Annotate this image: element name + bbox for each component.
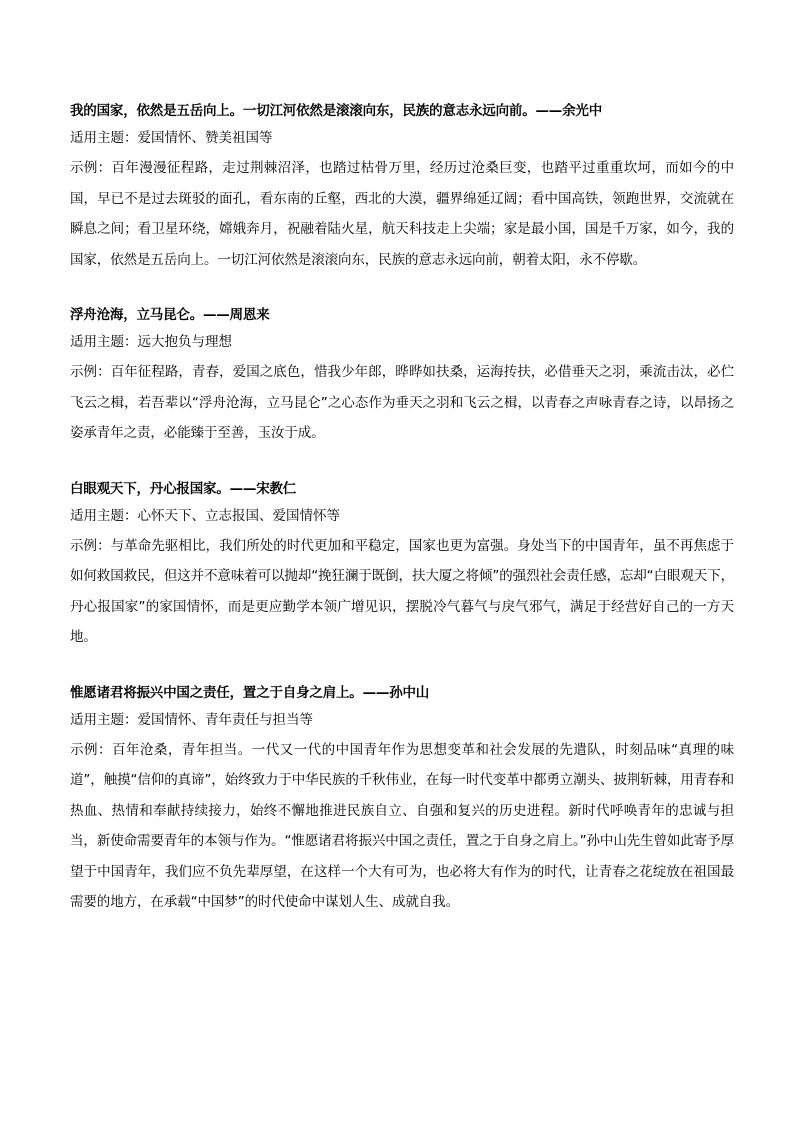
document-page [70, 98, 734, 918]
quote-entry-4 [70, 680, 734, 918]
quote-entry-3 [70, 476, 734, 653]
quote-heading: 我的国家，依然是五岳向上。一切江河依然是滚滚向东，民族的意志永远向前。——余光中 [70, 103, 602, 119]
quote-entry-2 [70, 302, 734, 449]
applicable-theme: 适用主题：爱国情怀、赞美祖国等 [70, 130, 273, 146]
example-paragraph: 示例：百年沧桑，青年担当。一代又一代的中国青年作为思想变革和社会发展的先遣队，时刻品味“真理的味道”，触摸“信仰的真谛”，始终致力于中华民族的千秋伟业，在每一时代变革中都勇立潮头、披荆斩棘，用青春和热血、热情和奉献持续接力，始终不懈地推进民族自立、自强和复兴的历史进程。新时代呼唤青年的忠诚与担当，新使命需要青年的本领与作为。“惟愿诸君将振兴中国之责任，置之于自身之肩上。”孙中山先生曾如此寄予厚望于中国青年，我们应不负先辈厚望，在这样一个大有可为，也必将大有作为的时代，让青春之花绽放在祖国最需要的地方，在承载“中国梦”的时代使命中谋划人生、成就自我。 [70, 741, 734, 910]
applicable-theme: 适用主题：爱国情怀、青年责任与担当等 [70, 711, 313, 728]
quote-heading: 浮舟沧海，立马昆仑。——周恩来 [70, 307, 270, 323]
quote-entry-1 [70, 98, 734, 275]
example-paragraph: 示例：百年漫漫征程路，走过荆棘沼泽，也踏过枯骨万里，经历过沧桑巨变，也踏平过重重坎坷，而如今的中国，早已不是过去斑驳的面孔，看东南的丘壑，西北的大漠，疆界绵延辽阔；看中国高铁，领跑世界，交流就在瞬息之间；看卫星环绕，嫦娥奔月，祝融着陆火星，航天科技走上尖端；家是最小国，国是千万家，如今，我的国家，依然是五岳向上。一切江河依然是滚滚向东，民族的意志永远向前，朝着太阳，永不停歇。 [70, 160, 734, 268]
example-paragraph: 示例：百年征程路，青春，爱国之底色，惜我少年郎，晔晔如扶桑，运海抟扶，必借垂天之羽，乘流击汰，必伫飞云之楫，若吾辈以“浮舟沧海，立马昆仑”之心态作为垂天之羽和飞云之楫，以青春之声咏青春之诗，以昂扬之姿承青年之责，必能臻于至善，玉汝于成。 [70, 364, 734, 441]
applicable-theme: 适用主题：心怀天下、立志报国、爱国情怀等 [70, 507, 340, 524]
quote-heading: 惟愿诸君将振兴中国之责任，置之于自身之肩上。——孙中山 [70, 684, 430, 701]
applicable-theme: 适用主题：远大抱负与理想 [70, 334, 232, 350]
example-paragraph: 示例：与革命先驱相比，我们所处的时代更加和平稳定，国家也更为富强。身处当下的中国青年，虽不再焦虑于如何救国救民，但这并不意味着可以抛却“挽狂澜于既倒，扶大厦之将倾”的强烈社会责任感，忘却“白眼观天下，丹心报国家”的家国情怀，而是更应勤学本领广增见识，摆脱冷气暮气与戾气邪气，满足于经营好自己的一方天地。 [70, 537, 734, 645]
quote-heading: 白眼观天下，丹心报国家。——宋教仁 [70, 480, 297, 497]
